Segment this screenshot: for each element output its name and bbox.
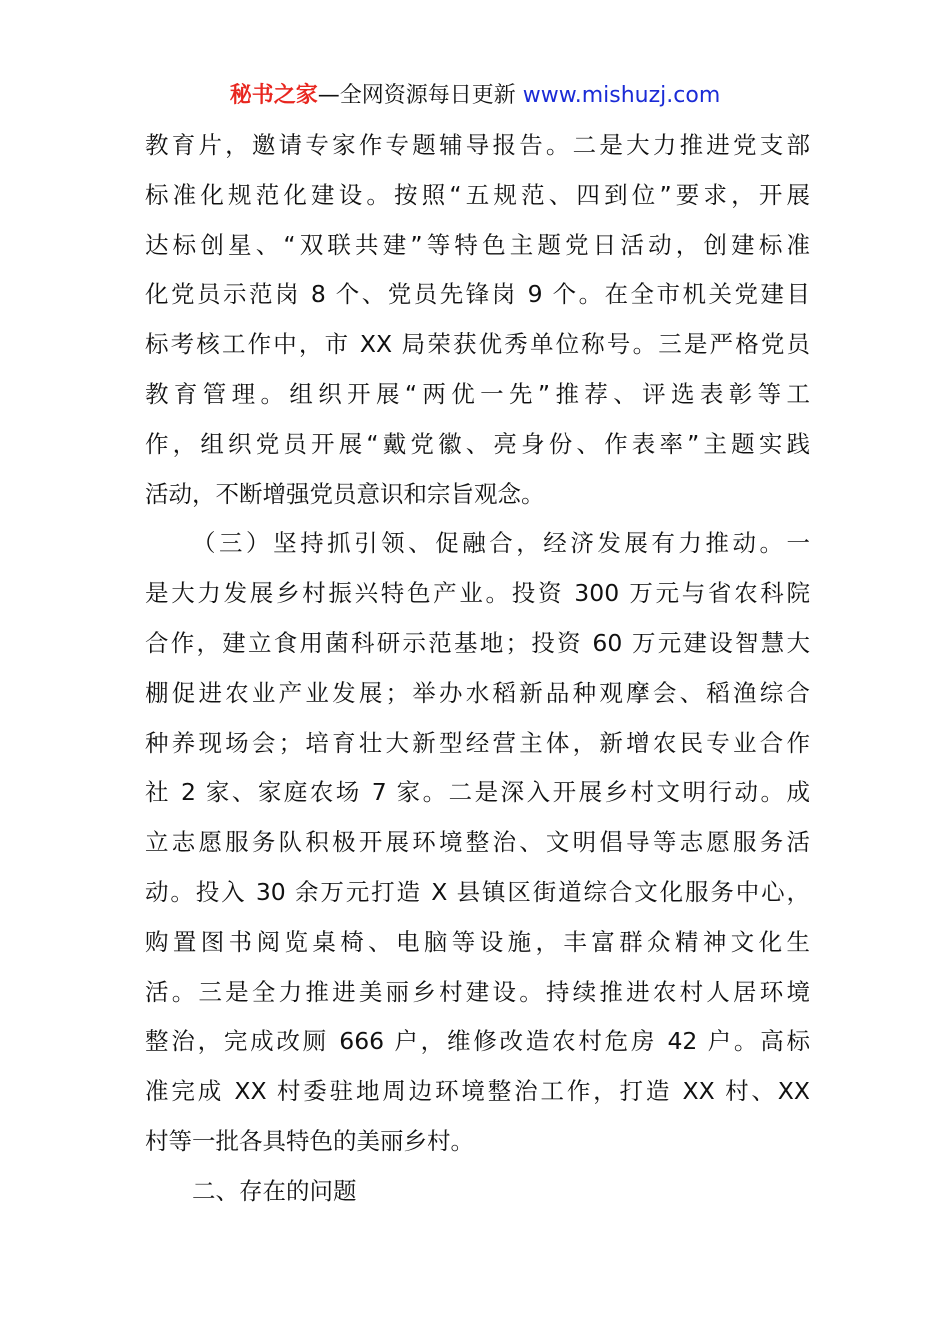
text-line: 动。投入 30 余万元打造 X 县镇区街道综合文化服务中心， <box>145 877 810 906</box>
section-heading: 二、存在的问题 <box>192 1176 357 1205</box>
document-body <box>145 121 810 1217</box>
text-line: 立志愿服务队积极开展环境整治、文明倡导等志愿服务活 <box>145 828 810 857</box>
text-line: 活。三是全力推进美丽乡村建设。持续推进农村人居环境 <box>145 977 810 1006</box>
paragraph-2 <box>145 519 810 1166</box>
text-line: 种养现场会；培育壮大新型经营主体，新增农民专业合作 <box>145 728 810 757</box>
site-tagline: —全网资源每日更新 <box>317 83 516 108</box>
text-line: 达标创星、“双联共建”等特色主题党日活动，创建标准 <box>145 230 810 259</box>
text-line: 村等一批各具特色的美丽乡村。 <box>145 1126 474 1155</box>
text-line: 教育管理。组织开展“两优一先”推荐、评选表彰等工 <box>145 379 810 408</box>
paragraph-1 <box>145 121 810 519</box>
text-line: 标考核工作中，市 XX 局荣获优秀单位称号。三是严格党员 <box>145 330 810 359</box>
text-line: 棚促进农业产业发展；举办水稻新品种观摩会、稻渔综合 <box>145 678 810 707</box>
text-line: 是大力发展乡村振兴特色产业。投资 300 万元与省农科院 <box>145 579 810 608</box>
text-line: 购置图书阅览桌椅、电脑等设施，丰富群众精神文化生 <box>145 927 810 956</box>
text-line: 标准化规范化建设。按照“五规范、四到位”要求，开展 <box>145 180 810 209</box>
text-line: 化党员示范岗 8 个、党员先锋岗 9 个。在全市机关党建目 <box>145 280 810 309</box>
text-line: 作，组织党员开展“戴党徽、亮身份、作表率”主题实践 <box>145 429 810 458</box>
text-line: 活动，不断增强党员意识和宗旨观念。 <box>145 479 545 508</box>
site-header <box>0 80 950 112</box>
text-line: 社 2 家、家庭农场 7 家。二是深入开展乡村文明行动。成 <box>145 778 810 807</box>
text-line: 教育片，邀请专家作专题辅导报告。二是大力推进党支部 <box>145 131 810 159</box>
site-url[interactable]: www.mishuzj.com <box>522 83 721 108</box>
text-line: 整治，完成改厕 666 户，维修改造农村危房 42 户。高标 <box>145 1027 810 1056</box>
text-line: 合作，建立食用菌科研示范基地；投资 60 万元建设智慧大 <box>145 628 810 657</box>
text-line: 准完成 XX 村委驻地周边环境整治工作，打造 XX 村、XX <box>145 1077 810 1106</box>
site-brand: 秘书之家 <box>229 83 318 108</box>
text-line: （三）坚持抓引领、促融合，经济发展有力推动。一 <box>192 529 810 558</box>
